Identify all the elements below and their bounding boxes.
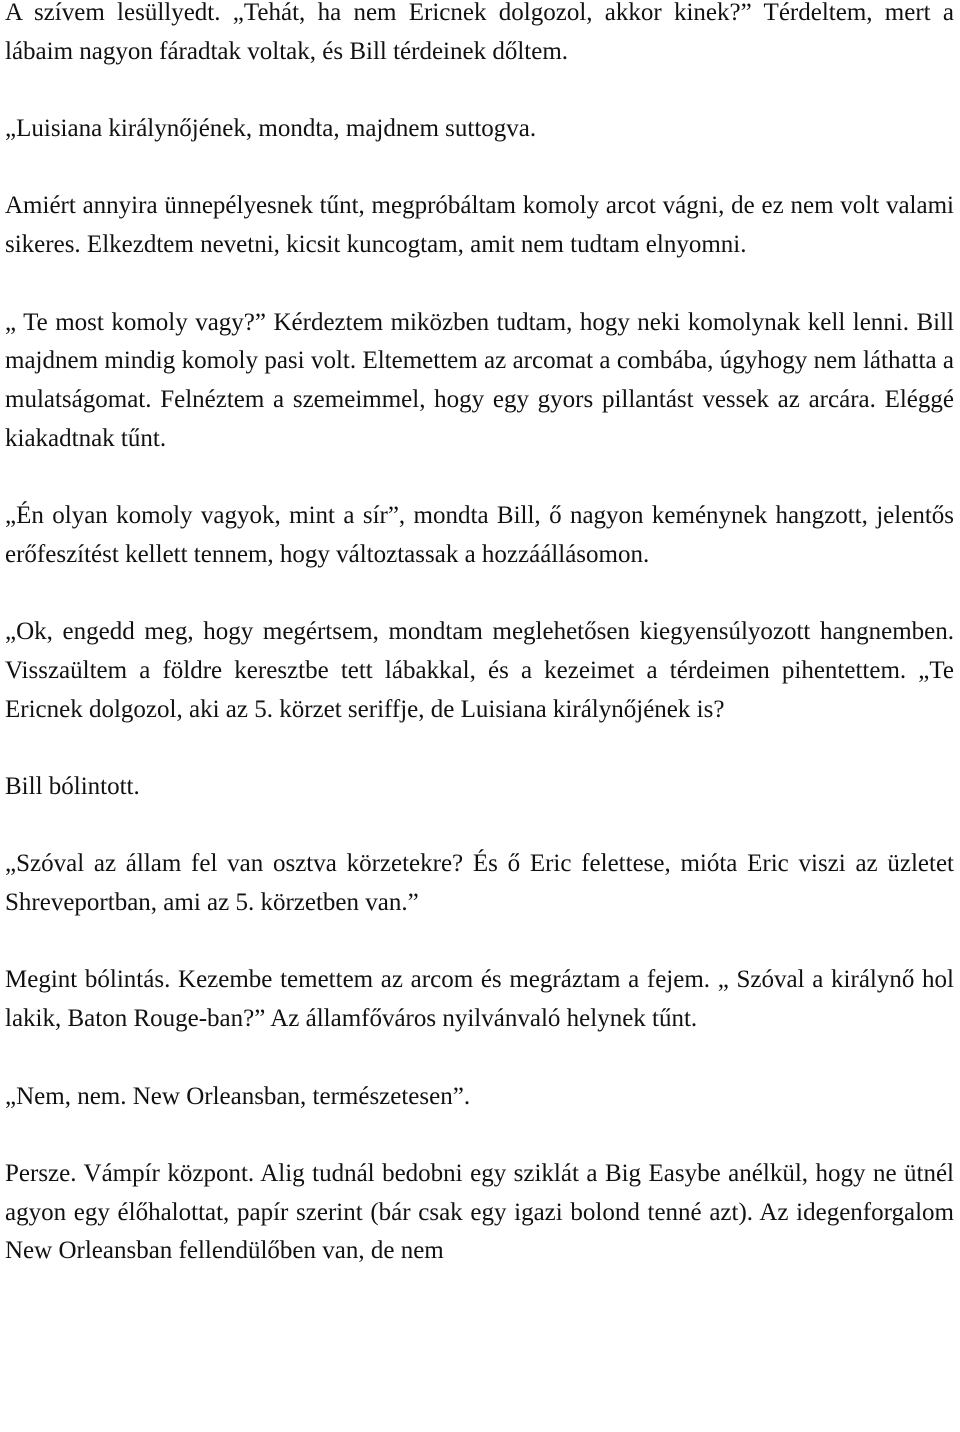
- paragraph: „Szóval az állam fel van osztva körzetekre? És ő Eric felettese, mióta Eric viszi az üzletet Shreveportban, ami az 5. körzetben van.”: [5, 850, 954, 917]
- paragraph: „ Te most komoly vagy?” Kérdeztem miközben tudtam, hogy neki komolynak kell lenni. Bill majdnem mindig komoly pasi volt. Eltemettem az arcomat a combába, úgyhogy nem láthatta a mulatságomat. Felnéztem a szemeimmel, hogy egy gyors pillantást vessek az arcára. Eléggé kiakadtnak tűnt.: [5, 308, 954, 452]
- paragraph: Megint bólintás. Kezembe temettem az arcom és megráztam a fejem. „ Szóval a királynő hol lakik, Baton Rouge-ban?” Az államfőváros nyilvánvaló helynek tűnt.: [5, 966, 954, 1033]
- paragraph: „Luisiana királynőjének, mondta, majdnem suttogva.: [5, 115, 537, 143]
- paragraph: A szívem lesüllyedt. „Tehát, ha nem Ericnek dolgozol, akkor kinek?” Térdeltem, mert a lábaim nagyon fáradtak voltak, és Bill térdeinek dőltem.: [5, 0, 954, 65]
- paragraph: „Én olyan komoly vagyok, mint a sír”, mondta Bill, ő nagyon keménynek hangzott, jelentős erőfeszítést kellett tennem, hogy változtassak a hozzáállásomon.: [5, 502, 954, 568]
- paragraph: „Ok, engedd meg, hogy megértsem, mondtam meglehetősen kiegyensúlyozott hangnemben. Visszaültem a földre keresztbe tett lábakkal, és a kezeimet a térdeimen pihentettem. „Te Ericnek dolgozol, aki az 5. körzet seriffje, de Luisiana királynőjének is?: [5, 618, 954, 723]
- paragraph: Amiért annyira ünnepélyesnek tűnt, megpróbáltam komoly arcot vágni, de ez nem volt valami sikeres. Elkezdtem nevetni, kicsit kuncogtam, amit nem tudtam elnyomni.: [5, 192, 954, 259]
- paragraph: Bill bólintott.: [5, 772, 140, 800]
- paragraph: „Nem, nem. New Orleansban, természetesen”.: [5, 1082, 471, 1110]
- paragraph: Persze. Vámpír központ. Alig tudnál bedobni egy sziklát a Big Easybe anélkül, hogy ne ütnél agyon egy élőhalottat, papír szerint (bár csak egy igazi bolond tenné azt). Az idegenforgalom New Orleansban fellendülőben van, de nem: [5, 1159, 954, 1265]
